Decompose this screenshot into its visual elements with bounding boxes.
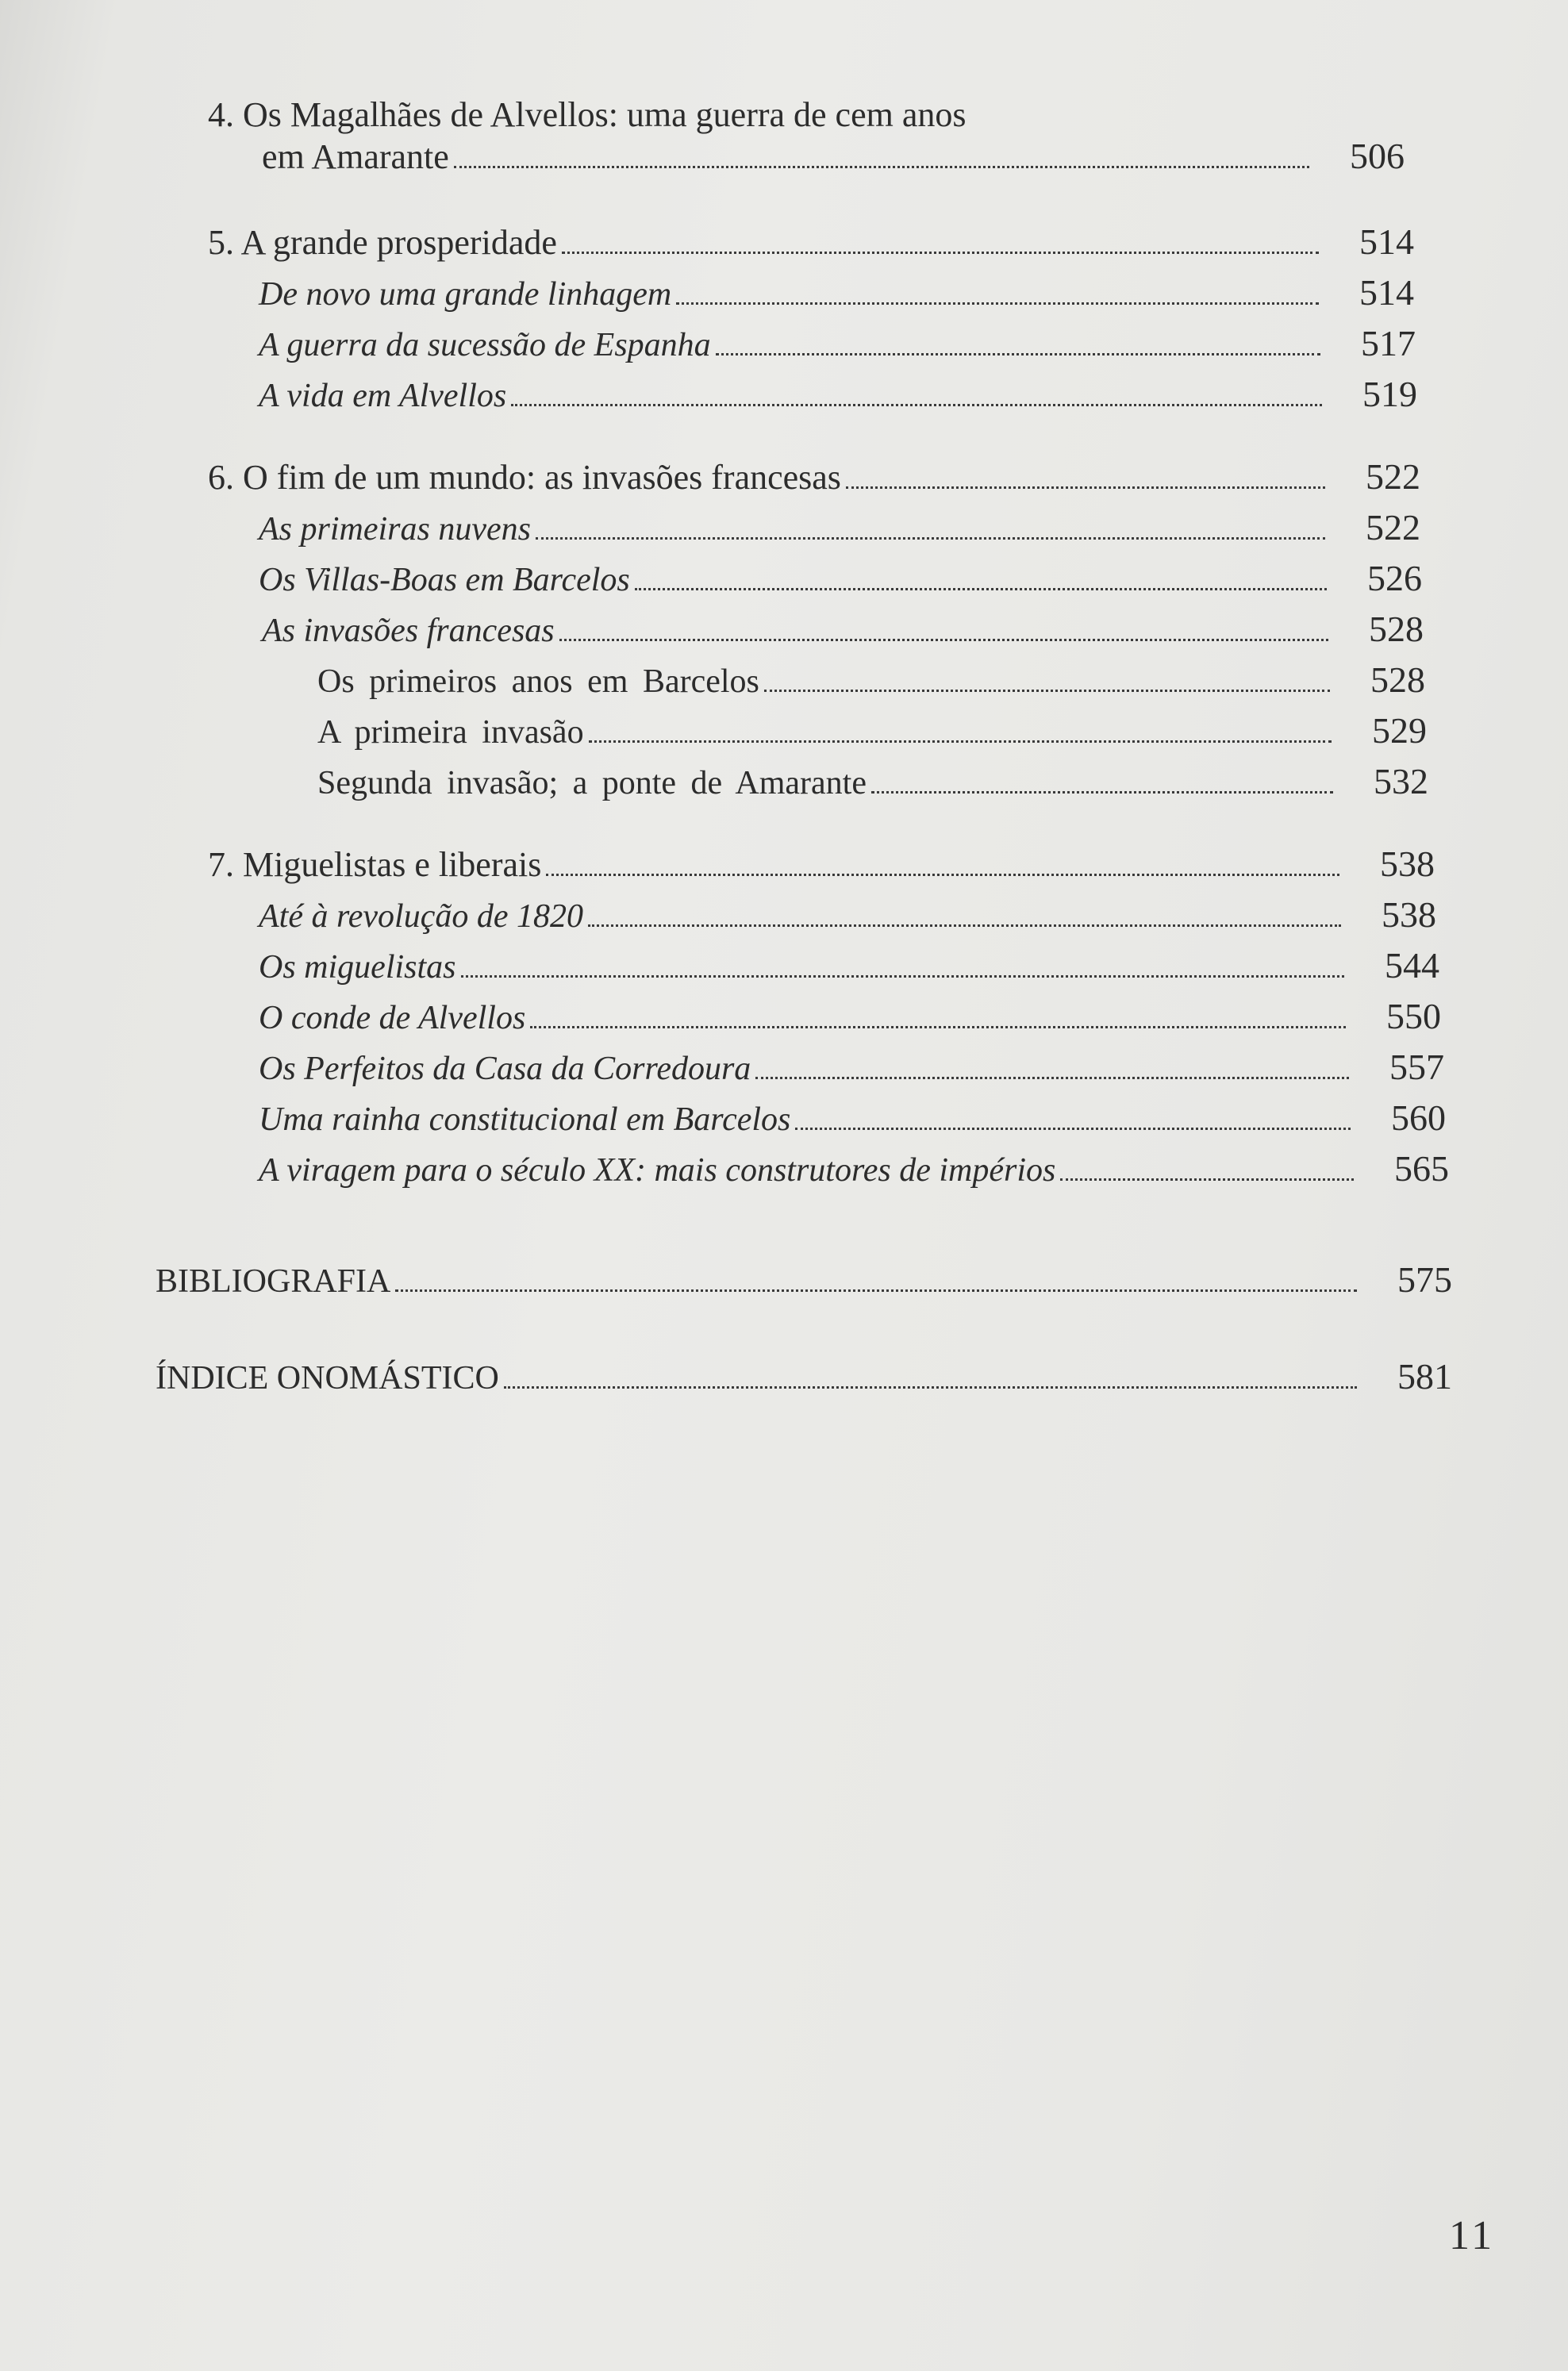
toc-label: Os Perfeitos da Casa da Corredoura <box>259 1051 751 1087</box>
page-number: 575 <box>1397 1259 1452 1300</box>
dot-leader <box>755 1077 1349 1079</box>
dot-leader <box>846 486 1325 489</box>
dot-leader <box>588 924 1341 927</box>
toc-entry-7b <box>259 944 1439 989</box>
toc-entry-7d <box>259 1046 1444 1090</box>
dot-leader <box>536 537 1325 540</box>
toc-label: A guerra da sucessão de Espanha <box>259 327 711 363</box>
page-number: 526 <box>1367 558 1422 598</box>
dot-leader <box>1060 1178 1354 1181</box>
page-number: 528 <box>1370 659 1425 700</box>
toc-entry-4 <box>262 135 1405 179</box>
toc-label: 7. Miguelistas e liberais <box>208 845 542 884</box>
toc-label: As primeiras nuvens <box>259 511 531 548</box>
toc-entry-bibliography <box>156 1259 1452 1303</box>
toc-label: De novo uma grande linhagem <box>259 276 672 313</box>
toc-entry-5a <box>259 271 1414 316</box>
toc-entry-7a <box>259 893 1436 938</box>
toc-label: Até à revolução de 1820 <box>259 898 583 935</box>
page-number: 517 <box>1361 323 1416 363</box>
toc-label: Os primeiros anos em Barcelos <box>317 663 759 700</box>
toc-entry-7c <box>259 995 1441 1039</box>
dot-leader <box>454 166 1309 168</box>
page-number: 538 <box>1382 894 1436 935</box>
page-number: 529 <box>1372 710 1427 751</box>
dot-leader <box>461 975 1344 978</box>
dot-leader <box>530 1026 1346 1028</box>
page-number: 519 <box>1362 374 1417 414</box>
dot-leader <box>716 353 1320 355</box>
toc-label: BIBLIOGRAFIA <box>156 1263 391 1300</box>
toc-label: As invasões francesas <box>262 613 555 649</box>
dot-leader <box>676 302 1319 305</box>
dot-leader <box>635 588 1327 590</box>
toc-label: 5. A grande prosperidade <box>208 223 557 262</box>
toc-entry-5 <box>208 221 1414 264</box>
page-number: 506 <box>1350 136 1405 176</box>
toc-label: O conde de Alvellos <box>259 1000 526 1036</box>
dot-leader <box>764 690 1330 692</box>
toc-entry-6c3 <box>317 760 1428 805</box>
toc-entry-7f <box>259 1147 1449 1192</box>
toc-label: Os Villas-Boas em Barcelos <box>259 562 630 598</box>
dot-leader <box>795 1128 1351 1130</box>
page-number: 560 <box>1391 1097 1446 1138</box>
toc-label: A vida em Alvellos <box>259 378 507 414</box>
toc-label: em Amarante <box>262 137 449 176</box>
page-number: 565 <box>1394 1148 1449 1189</box>
toc-entry-6c2 <box>317 709 1427 754</box>
page-number: 514 <box>1359 272 1414 313</box>
dot-leader <box>559 639 1328 641</box>
toc-label: 6. O fim de um mundo: as invasões francesas <box>208 458 841 497</box>
dot-leader <box>395 1289 1357 1292</box>
dot-leader <box>511 404 1322 406</box>
toc-label: A viragem para o século XX: mais construtores de impérios <box>259 1152 1056 1189</box>
toc-entry-7 <box>208 843 1435 886</box>
page-number: 544 <box>1385 945 1439 986</box>
page-number: 550 <box>1386 996 1441 1036</box>
toc-label: Segunda invasão; a ponte de Amarante <box>317 765 867 801</box>
dot-leader <box>504 1386 1357 1389</box>
dot-leader <box>871 791 1333 794</box>
page-number: 522 <box>1366 507 1420 548</box>
toc-label: Uma rainha constitucional em Barcelos <box>259 1101 791 1138</box>
toc-label: A primeira invasão <box>317 714 584 751</box>
page-number: 557 <box>1389 1047 1444 1087</box>
toc-entry-6a <box>259 506 1420 551</box>
dot-leader <box>546 874 1339 876</box>
page-number: 522 <box>1366 456 1420 497</box>
toc-label: Os miguelistas <box>259 949 456 986</box>
page-folio: 11 <box>1449 2213 1496 2258</box>
toc-entry-6c <box>262 608 1424 652</box>
page-number: 514 <box>1359 221 1414 262</box>
page-number: 528 <box>1369 609 1424 649</box>
toc-entry-6 <box>208 455 1420 499</box>
toc-entry-7e <box>259 1097 1446 1141</box>
toc-entry-6b <box>259 557 1422 601</box>
toc-entry-6c1 <box>317 659 1425 703</box>
toc-entry-4-line1: 4. Os Magalhães de Alvellos: uma guerra de cem anos <box>208 95 967 134</box>
toc-label: ÍNDICE ONOMÁSTICO <box>156 1360 499 1397</box>
toc-entry-index <box>156 1355 1452 1400</box>
dot-leader <box>562 252 1319 254</box>
page-number: 532 <box>1374 761 1428 801</box>
dot-leader <box>589 740 1332 743</box>
page-number: 581 <box>1397 1356 1452 1397</box>
toc-entry-5b <box>259 322 1416 367</box>
toc-entry-5c <box>259 373 1417 417</box>
page-number: 538 <box>1380 843 1435 884</box>
